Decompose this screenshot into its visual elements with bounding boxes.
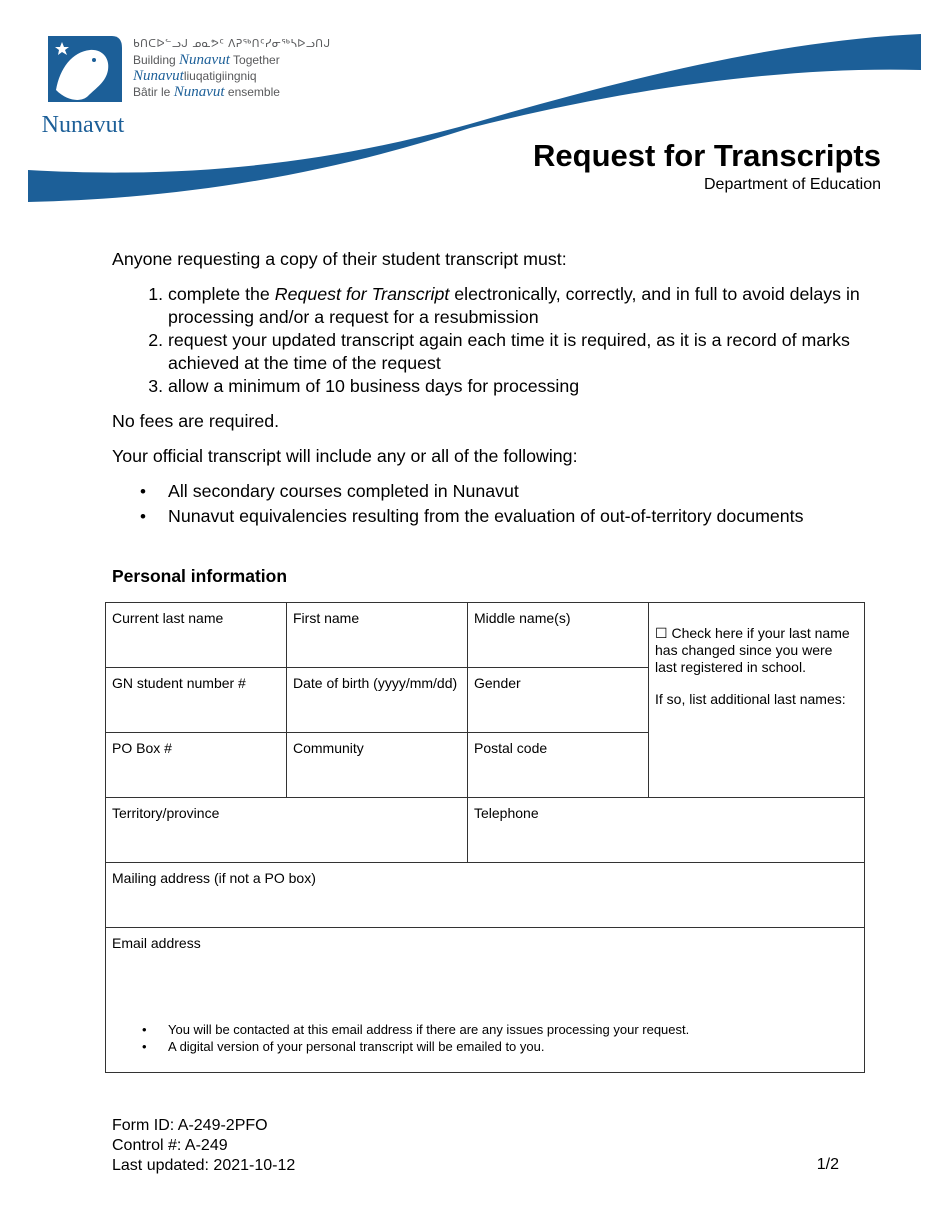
personal-information-form xyxy=(105,602,865,1073)
email-note: • You will be contacted at this email address if there are any issues processing your request. xyxy=(168,1021,858,1038)
telephone-field[interactable]: Telephone xyxy=(468,798,865,863)
email-notes xyxy=(112,1021,858,1055)
logo-line-french: Bâtir le Nunavut ensemble xyxy=(133,84,280,100)
step-item: 3. allow a minimum of 10 business days for processing xyxy=(168,375,872,398)
mailing-address-field[interactable]: Mailing address (if not a PO box) xyxy=(106,863,865,928)
section-title-personal-information: Personal information xyxy=(112,566,288,586)
postal-code-field[interactable]: Postal code xyxy=(468,733,649,798)
name-change-label: Check here if your last name has changed since you were last registered in school. xyxy=(655,625,850,675)
email-address-field[interactable]: Email address • You will be contacted at this email address if there are any issues processing your request. • A digital version of your personal transcript will be emailed to you. xyxy=(106,928,865,1073)
email-note: • A digital version of your personal transcript will be emailed to you. xyxy=(168,1038,858,1055)
first-name-field[interactable]: First name xyxy=(287,603,468,668)
name-change-cell xyxy=(649,603,865,798)
fees-note: No fees are required. xyxy=(112,411,280,431)
logo-syllabics: ᑲᑎᑕᐅᓪᓗᒍ ᓄᓇᕗᑦ ᐱᕈᖅᑎᑦᓯᓂᖅᓴᐅᓗᑎᒍ xyxy=(133,38,331,50)
logo-tagline xyxy=(133,36,331,100)
steps-list xyxy=(112,283,872,398)
logo-wordmark: Nunavut xyxy=(41,112,125,136)
instructions xyxy=(112,248,872,530)
name-change-checkbox[interactable]: ☐ xyxy=(655,625,668,641)
gn-student-number-field[interactable]: GN student number # xyxy=(106,668,287,733)
control-number: Control #: A-249 xyxy=(112,1137,228,1154)
additional-last-names-field[interactable]: If so, list additional last names: xyxy=(655,691,846,707)
middle-names-field[interactable]: Middle name(s) xyxy=(468,603,649,668)
form-id: Form ID: A-249-2PFO xyxy=(112,1117,268,1134)
territory-province-field[interactable]: Territory/province xyxy=(106,798,468,863)
step-item: 2. request your updated transcript again each time it is required, as it is a record of marks achieved at the time of the request xyxy=(168,329,872,375)
date-of-birth-field[interactable]: Date of birth (yyyy/mm/dd) xyxy=(287,668,468,733)
logo-line-english: Building Nunavut Together xyxy=(133,52,280,68)
department-name: Department of Education xyxy=(704,176,881,193)
page-number: 1/2 xyxy=(816,1156,839,1173)
po-box-field[interactable]: PO Box # xyxy=(106,733,287,798)
logo-line-inuinnaqtun: Nunavutliuqatigiingniq xyxy=(133,68,257,84)
includes-list xyxy=(112,480,872,528)
nunavut-logo xyxy=(38,30,128,136)
title-block xyxy=(533,138,881,194)
form-footer xyxy=(112,1116,295,1176)
step-item: 1. complete the Request for Transcript electronically, correctly, and in full to avoid delays in processing and/or a request for a resubmission xyxy=(168,283,872,329)
page-title: Request for Transcripts xyxy=(533,138,881,173)
gender-field[interactable]: Gender xyxy=(468,668,649,733)
instructions-lead: Anyone requesting a copy of their student transcript must: xyxy=(112,249,567,269)
community-field[interactable]: Community xyxy=(287,733,468,798)
includes-item: • Nunavut equivalencies resulting from the evaluation of out-of-territory documents xyxy=(168,505,872,528)
includes-lead: Your official transcript will include any or all of the following: xyxy=(112,446,578,466)
current-last-name-field[interactable]: Current last name xyxy=(106,603,287,668)
includes-item: • All secondary courses completed in Nunavut xyxy=(168,480,872,503)
last-updated: Last updated: 2021-10-12 xyxy=(112,1157,296,1174)
